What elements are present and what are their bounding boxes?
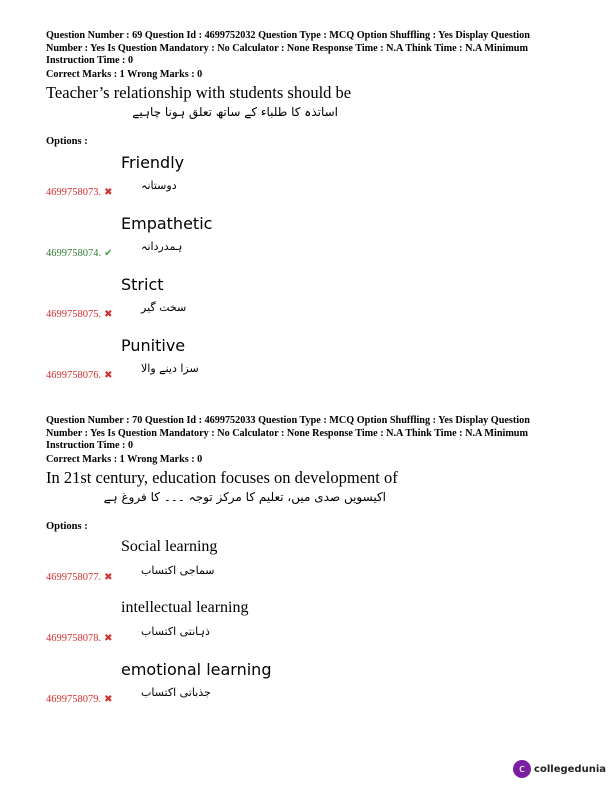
option-text: intellectual learning	[121, 598, 249, 616]
collegedunia-logo	[513, 760, 606, 778]
option-text: Strict	[121, 274, 164, 294]
option-text: Social learning	[121, 537, 218, 555]
option-text: emotional learning	[121, 659, 272, 679]
check-icon: ✔	[104, 247, 113, 259]
option-text: Punitive	[121, 335, 186, 355]
option-id: 4699758074. ✔	[46, 247, 113, 259]
option-id: 4699758075. ✖	[46, 308, 113, 320]
cross-icon: ✖	[104, 186, 113, 198]
cross-icon: ✖	[104, 693, 113, 705]
option-id: 4699758073. ✖	[46, 186, 113, 198]
logo-text: collegedunia	[534, 763, 606, 775]
option-text: Friendly	[121, 152, 185, 172]
option-text-urdu: ہمدردانہ	[141, 239, 183, 253]
option-id: 4699758079. ✖	[46, 693, 113, 705]
option-row	[46, 654, 566, 715]
option-text-urdu: ذہانتی اکتساب	[141, 624, 210, 638]
option-id: 4699758077. ✖	[46, 571, 113, 583]
option-text-urdu: جذباتی اکتساب	[141, 685, 211, 699]
option-text-urdu: دوستانہ	[141, 178, 177, 192]
option-row	[46, 147, 566, 208]
cross-icon: ✖	[104, 632, 113, 644]
option-id: 4699758076. ✖	[46, 369, 113, 381]
options-label: Options :	[46, 520, 88, 532]
options-label: Options :	[46, 135, 88, 147]
option-text-urdu: سماجی اکتساب	[141, 563, 215, 577]
question-text: Teacher’s relationship with students should be	[46, 82, 352, 102]
option-row	[46, 593, 566, 654]
question-text-urdu: اساتذہ کا طلباء کے ساتھ تعلق ہونا چاہیے	[132, 104, 338, 119]
question-marks: Correct Marks : 1 Wrong Marks : 0	[46, 68, 203, 80]
question-marks: Correct Marks : 1 Wrong Marks : 0	[46, 453, 203, 465]
logo-icon: c	[513, 760, 531, 778]
option-text-urdu: سخت گیر	[141, 300, 187, 314]
question-text: In 21st century, education focuses on development of	[46, 467, 398, 487]
option-row	[46, 208, 566, 269]
option-row	[46, 532, 566, 593]
cross-icon: ✖	[104, 369, 113, 381]
option-row	[46, 330, 566, 391]
cross-icon: ✖	[104, 308, 113, 320]
cross-icon: ✖	[104, 571, 113, 583]
question-block-69	[46, 30, 566, 391]
question-meta: Question Number : 70 Question Id : 4699752033 Question Type : MCQ Option Shuffling : Yes Display Question Number : Yes Is Question Mandatory : No Calculator : None Response Time : N.A Think Time : N.A Minimum Instruction Time : 0	[46, 415, 530, 452]
question-text-urdu: اکیسویں صدی میں، تعلیم کا مرکز توجہ ۔۔۔ کا فروغ ہے	[103, 489, 386, 504]
question-block-70	[46, 415, 566, 715]
option-id: 4699758078. ✖	[46, 632, 113, 644]
question-meta: Question Number : 69 Question Id : 4699752032 Question Type : MCQ Option Shuffling : Yes Display Question Number : Yes Is Question Mandatory : No Calculator : None Response Time : N.A Think Time : N.A Minimum Instruction Time : 0	[46, 30, 530, 67]
option-row	[46, 269, 566, 330]
option-text-urdu: سزا دینے والا	[141, 361, 199, 375]
option-text: Empathetic	[121, 213, 213, 233]
